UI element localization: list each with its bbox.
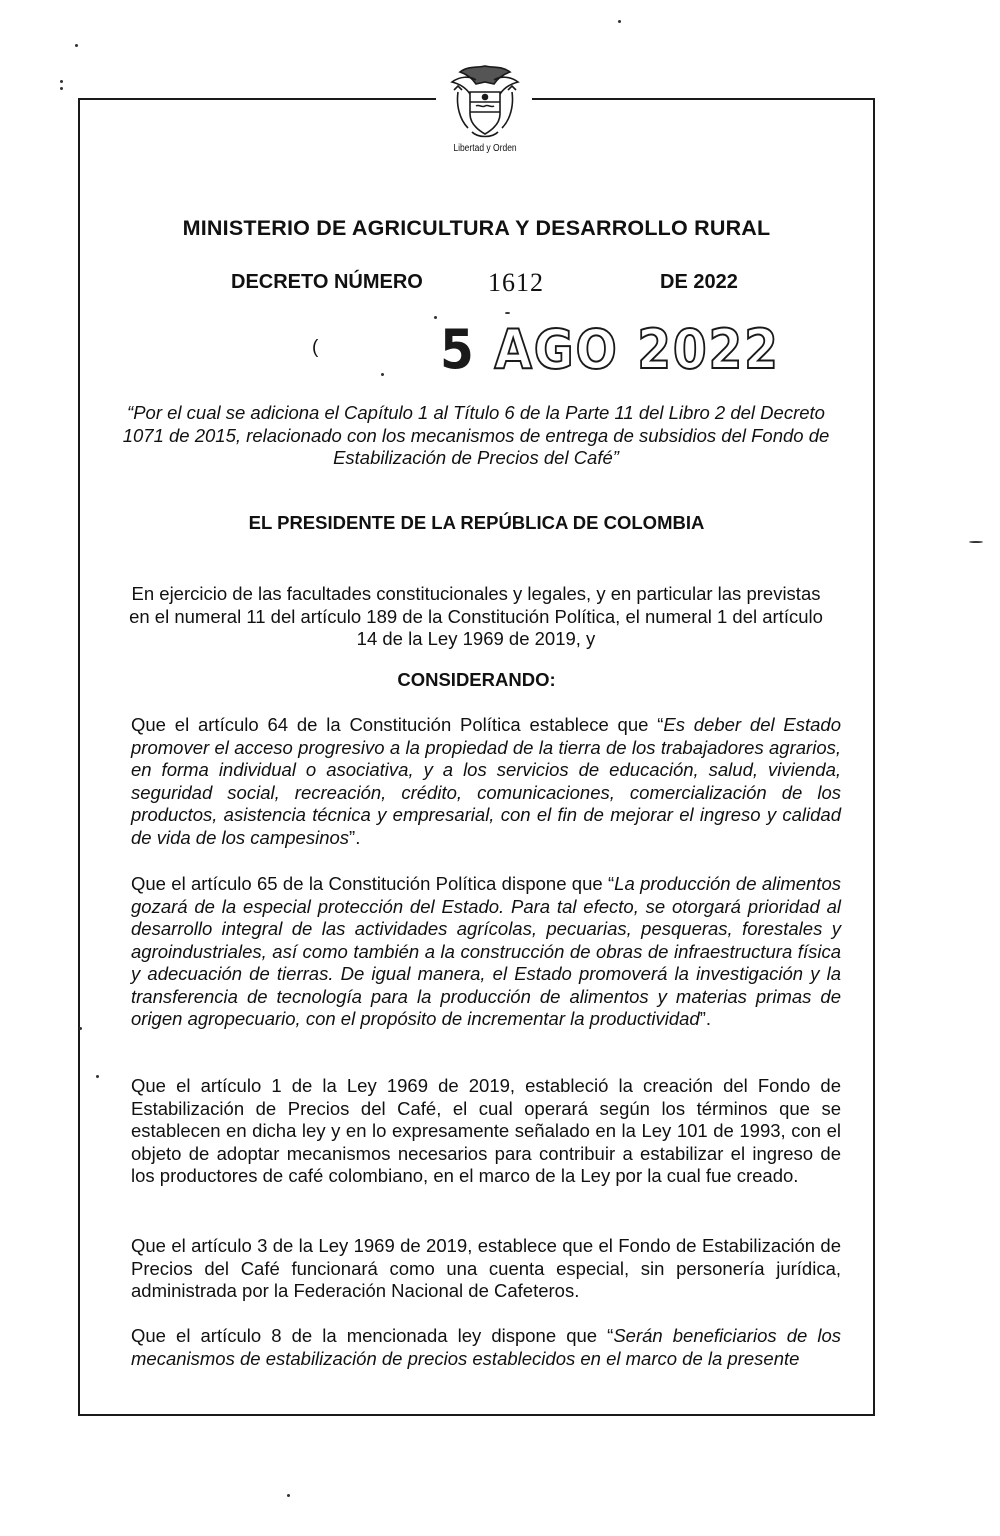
p5-quote: Serán beneficiarios de los mecanismos de estabilización de precios establecidos en el marco de la presente <box>131 1325 841 1369</box>
considering-paragraph-3: Que el artículo 1 de la Ley 1969 de 2019, estableció la creación del Fondo de Estabilización de Precios del Café, el cual operará según los términos que se establecen en dicha ley y en lo expresamente señalado en la Ley 101 de 1993, con el objeto de adoptar mecanismos necesarios para contribuir a estabilizar el ingreso de los productores de café colombiano, en el marco de la Ley por la cual fue creado. <box>131 1075 841 1186</box>
coat-of-arms <box>440 62 530 162</box>
considering-paragraph-1 <box>131 714 841 849</box>
date-stamp-day: 5 <box>440 318 476 381</box>
p2-quote: La producción de alimentos gozará de la especial protección del Estado. Para tal efecto, se otorgará prioridad al desarrollo integral de las actividades agrícolas, pecuarias, pesqueras, forestales y agroindustriales, así como también a la construcción de obras de infraestructura física y adecuación de tierras. De igual manera, el Estado promoverá la investigación y la transferencia de tecnología para la producción de alimentos y materias primas de origen agropecuario, con el propósito de incrementar la productividad <box>131 873 841 1029</box>
decree-number: 1612 <box>488 268 544 297</box>
considering-heading: CONSIDERANDO: <box>397 669 556 690</box>
ministry-title: MINISTERIO DE AGRICULTURA Y DESARROLLO RURAL <box>182 216 771 240</box>
p2-intro: Que el artículo 65 de la Constitución Política dispone que “ <box>131 873 615 894</box>
p1-quote: Es deber del Estado promover el acceso progresivo a la propiedad de la tierra de los trabajadores agrarios, en forma individual o asociativa, y a los servicios de educación, salud, vivienda, seguridad social, recreación, crédito, comunicaciones, comercialización de los productos, asistencia técnica y empresarial, con el fin de mejorar el ingreso y calidad de vida de los campesinos <box>131 714 841 848</box>
date-stamp <box>440 318 780 381</box>
decree-year: DE 2022 <box>660 271 738 293</box>
date-open-paren: ( <box>312 337 319 358</box>
date-stamp-month-year: AGO 2022 <box>494 318 780 381</box>
p5-intro: Que el artículo 8 de la mencionada ley dispone que “ <box>131 1325 614 1346</box>
considering-paragraph-2 <box>131 873 841 1031</box>
powers-paragraph: En ejercicio de las facultades constitucionales y legales, y en particular las previstas en el numeral 11 del artículo 189 de la Constitución Política, el numeral 1 del artículo 14 de la Ley 1969 de 2019, y <box>129 583 823 649</box>
decree-subject: “Por el cual se adiciona el Capítulo 1 al Título 6 de la Parte 11 del Libro 2 del Decreto 1071 de 2015, relacionado con los mecanismos de entrega de subsidios del Fondo de Estabilización de Precios del Café” <box>122 402 830 468</box>
decree-label: DECRETO NÚMERO <box>231 271 423 293</box>
considering-paragraph-4: Que el artículo 3 de la Ley 1969 de 2019, establece que el Fondo de Estabilización de Precios del Café funcionará como una cuenta especial, sin personería jurídica, administrada por la Federación Nacional de Cafeteros. <box>131 1235 841 1301</box>
coat-of-arms-icon <box>446 62 524 142</box>
p1-intro: Que el artículo 64 de la Constitución Política establece que “ <box>131 714 664 735</box>
seal-motto: Libertad y Orden <box>453 143 517 154</box>
considering-paragraph-5 <box>131 1325 841 1370</box>
president-heading: EL PRESIDENTE DE LA REPÚBLICA DE COLOMBIA <box>248 512 705 533</box>
p2-end: ”. <box>699 1008 712 1029</box>
p1-end: ”. <box>349 826 361 848</box>
